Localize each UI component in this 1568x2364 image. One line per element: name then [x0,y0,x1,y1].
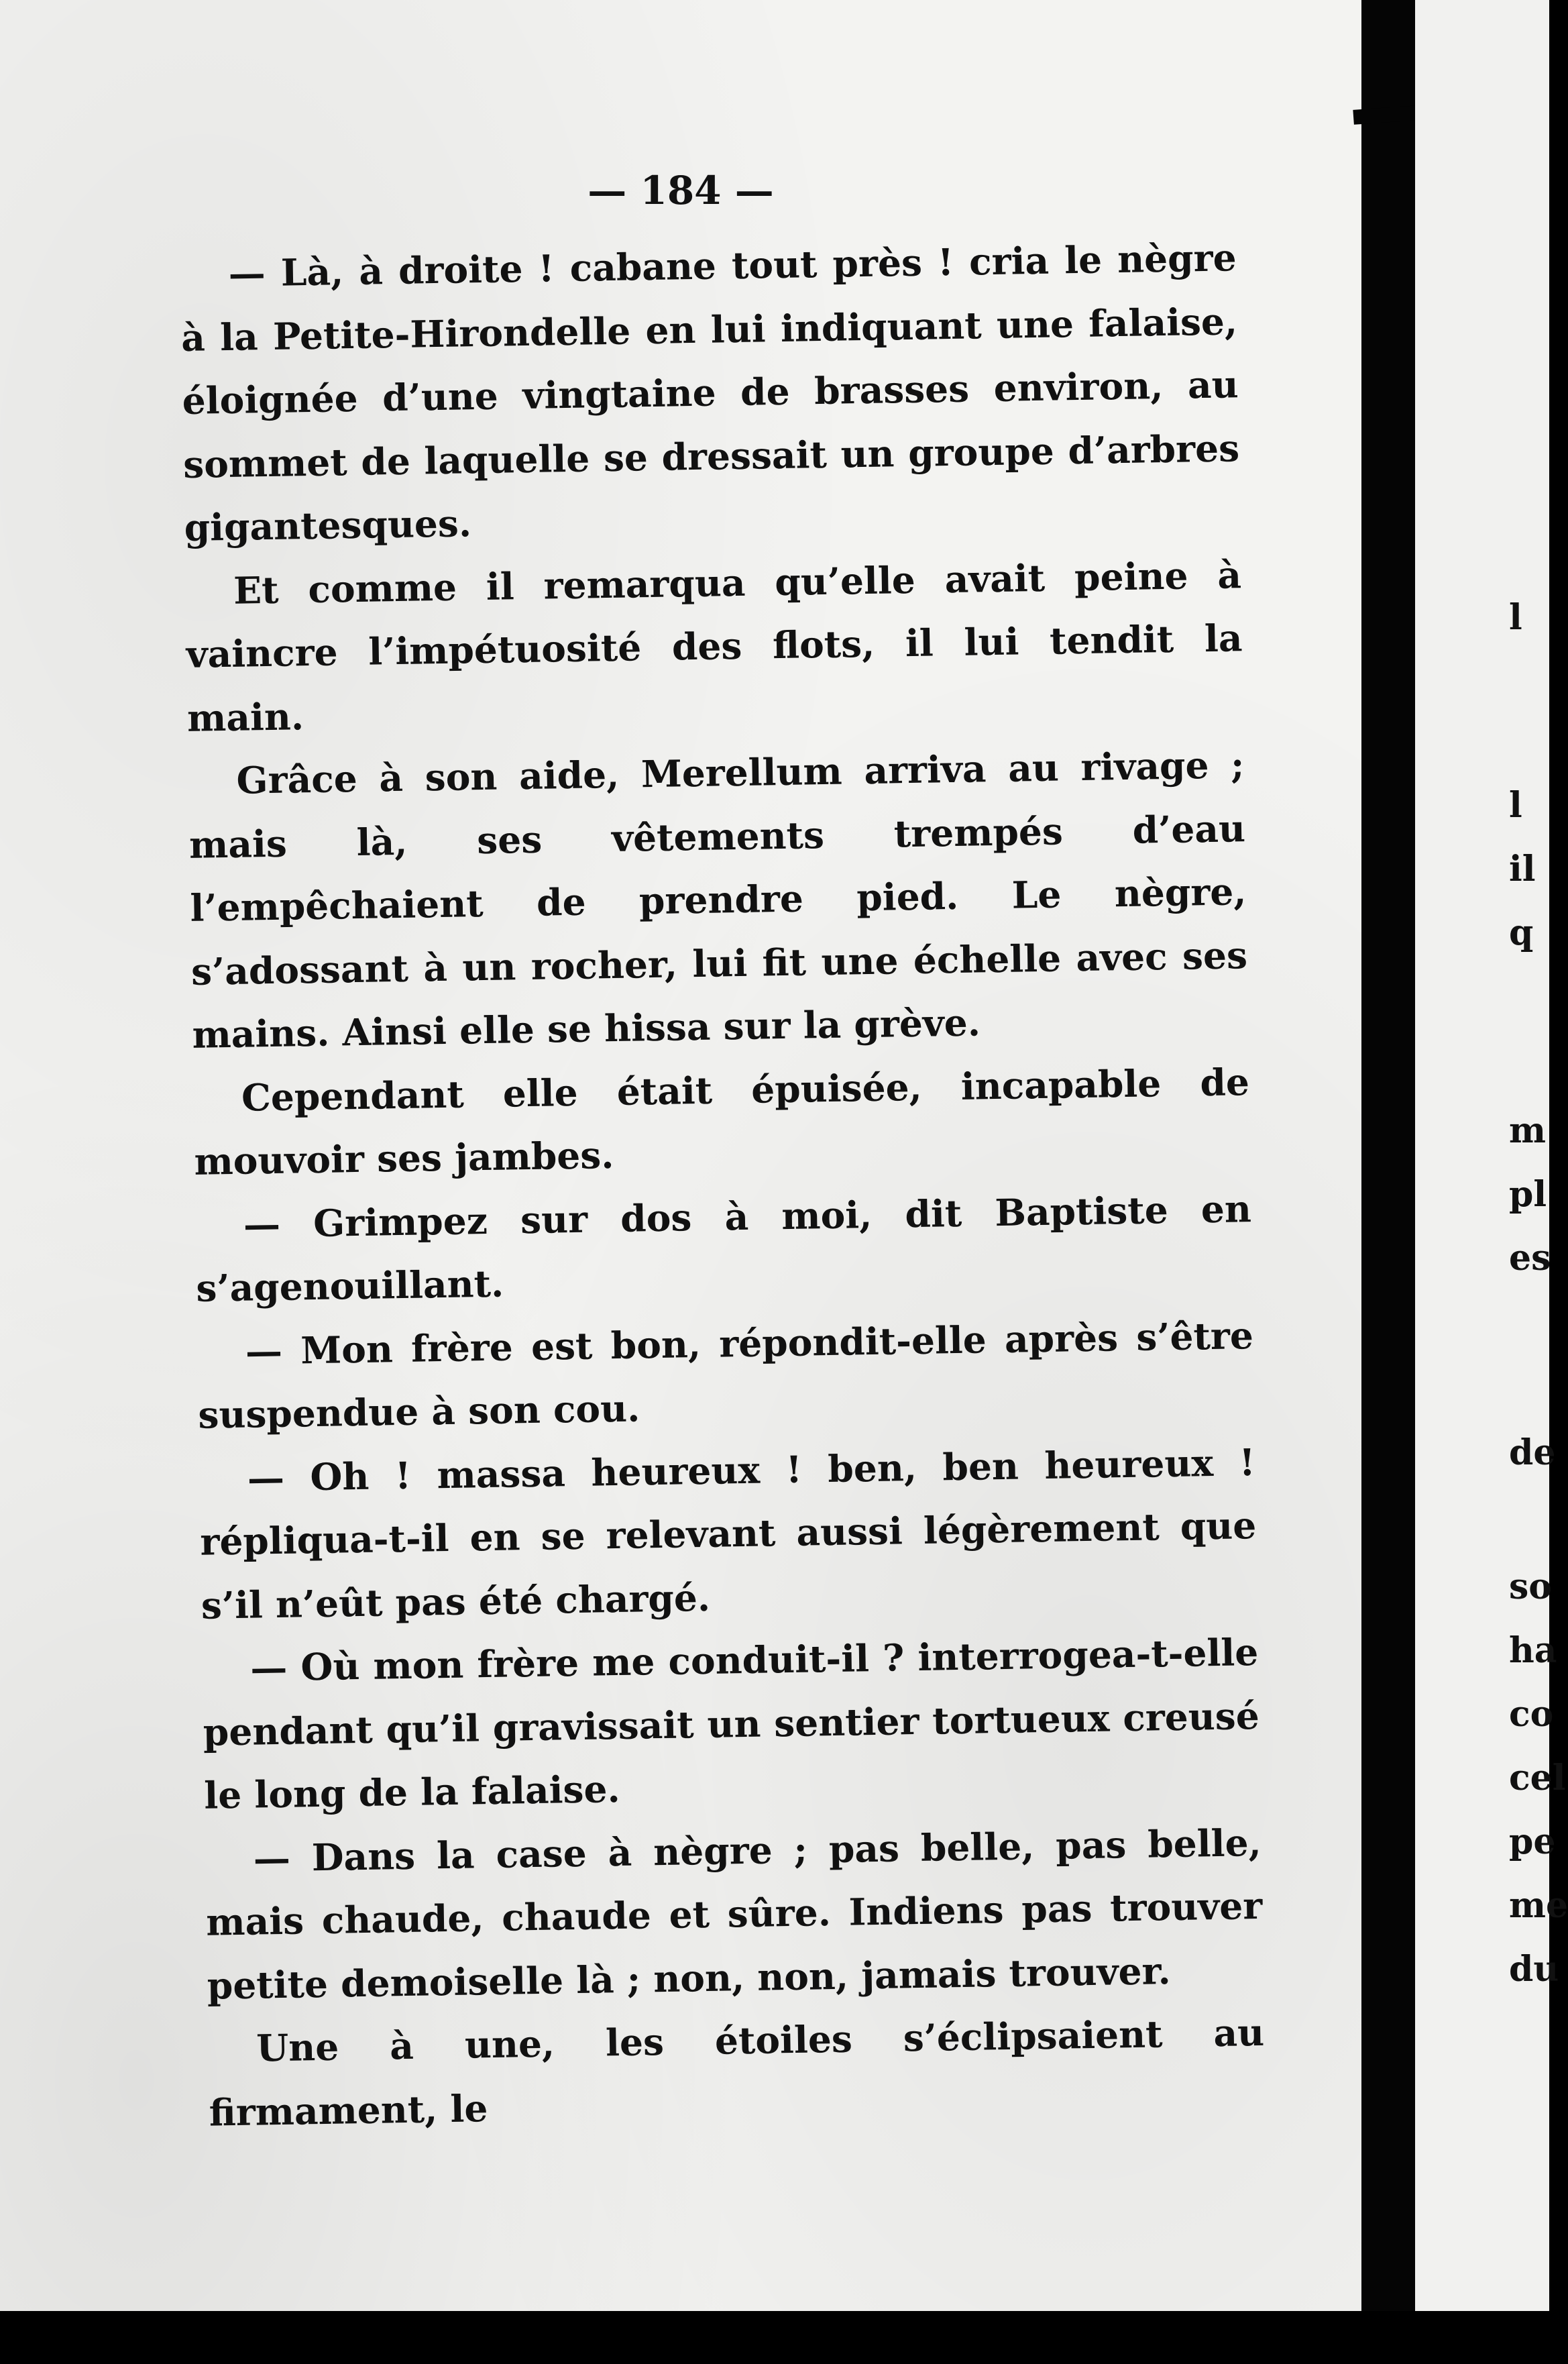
facing-fragment: co [1509,1694,1554,1735]
facing-fragment: me [1509,1885,1568,1926]
facing-fragment: ha [1509,1630,1557,1671]
facing-fragment: l [1509,597,1522,638]
paragraph-8: — Où mon frère me conduit-il ? interrogea-t-elle pendant qu’il gravissait un sentier tortueux creusé le long de la falaise. [203,1630,1260,1817]
page-number: — 184 — [587,168,774,213]
paragraph-2: Et comme il remarqua qu’elle avait peine à vaincre l’impétuosité des flots, il lui tendit la main. [186,552,1243,740]
paragraph-10: Une à une, les étoiles s’éclipsaient au firmament, le [209,2010,1265,2135]
facing-fragment: pl [1509,1174,1547,1215]
facing-fragment: cel [1509,1758,1566,1798]
facing-fragment: il [1509,849,1536,890]
paragraph-5: — Grimpez sur dos à moi, dit Baptiste en s’agenouillant. [195,1186,1252,1310]
scan-border [0,2311,1549,2364]
facing-fragment: m [1509,1110,1547,1151]
facing-fragment: de [1509,1432,1556,1473]
paragraph-1: — Là, à droite ! cabane tout près ! cria le nègre à la Petite-Hirondelle en lui indiquant une falaise, éloignée d’une vingtaine de brasses environ, au sommet de laquelle se dressait un groupe d’arbres gigantesques. [180,235,1240,549]
facing-fragment: es [1509,1238,1551,1279]
facing-fragment: q [1509,912,1534,953]
facing-page-fragments [1509,0,1568,2311]
paragraph-7: — Oh ! massa heureux ! ben, ben heureux ! répliqua-t-il en se relevant aussi légèrement que s’il n’eût pas été chargé. [199,1440,1257,1627]
body-text [180,226,1266,2144]
paragraph-6: — Mon frère est bon, répondit-elle après s’être suspendue à son cou. [197,1313,1254,1437]
facing-fragment: l [1509,785,1522,826]
paragraph-3: Grâce à son aide, Merellum arriva au rivage ; mais là, ses vêtements trempés d’eau l’empêchaient de prendre pied. Le nègre, s’adossant à un rocher, lui fit une échelle avec ses mains. Ainsi elle se hissa sur la grève. [188,743,1248,1057]
paragraph-4: Cependant elle était épuisée, incapable de mouvoir ses jambes. [194,1059,1250,1183]
facing-fragment: du [1509,1949,1559,1990]
facing-fragment: so [1509,1566,1552,1607]
book-gutter [1361,0,1415,2364]
paragraph-9: — Dans la case à nègre ; pas belle, pas belle, mais chaude, chaude et sûre. Indiens pas trouver petite demoiselle là ; non, non, jamais trouver. [205,1820,1263,2008]
facing-fragment: pe [1509,1821,1556,1862]
